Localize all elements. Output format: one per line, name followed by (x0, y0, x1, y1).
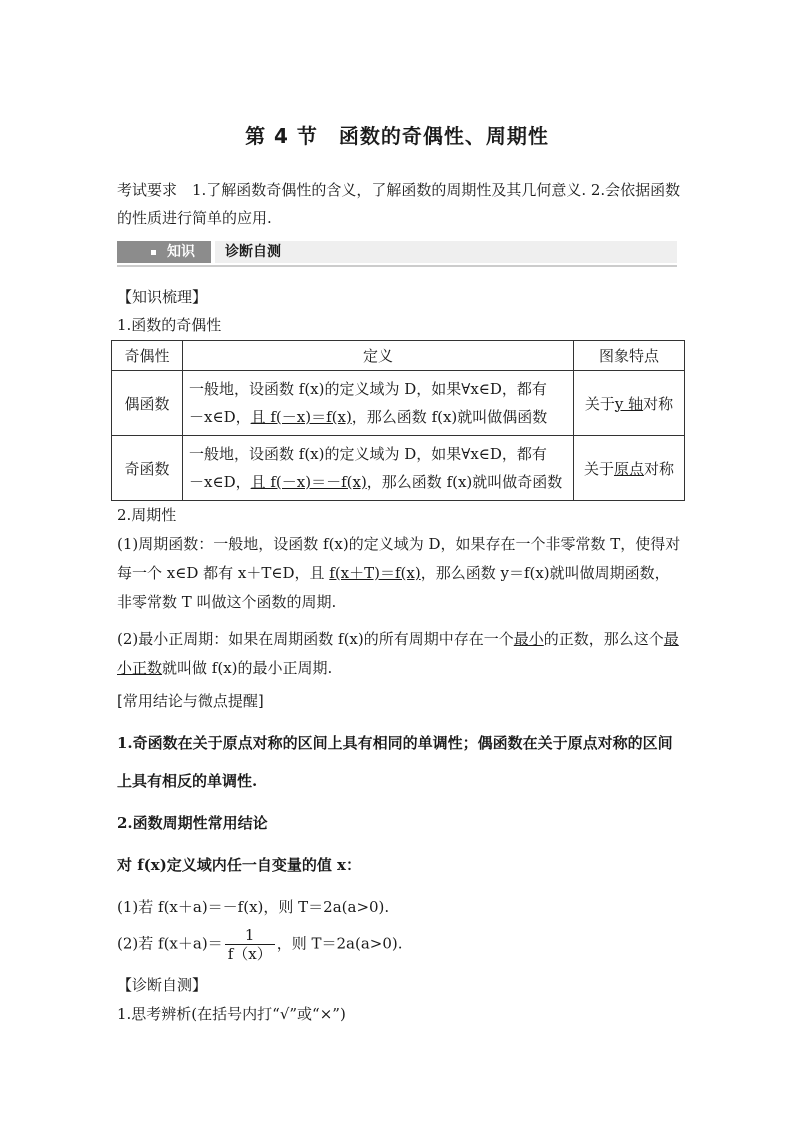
banner-knowledge-label: 知识 (167, 244, 195, 260)
conclusion-1: 1.奇函数在关于原点对称的区间上具有相同的单调性；偶函数在关于原点对称的区间上具有相反的单调性. (117, 734, 673, 790)
conclusion-2: 2.函数周期性常用结论 (117, 814, 268, 832)
definition-post: ，那么函数 f(x)就叫做偶函数 (351, 408, 548, 426)
feature-post: 对称 (643, 394, 674, 413)
feature-pre: 关于 (583, 459, 614, 478)
formula-2 (117, 926, 403, 963)
section1-title: 1.函数的奇偶性 (117, 316, 222, 334)
diagnosis-header: 【诊断自测】 (117, 976, 208, 994)
feature-pre: 关于 (584, 394, 615, 413)
square-bullet-icon (151, 250, 156, 255)
row-feature (574, 371, 685, 436)
row-feature (574, 436, 685, 501)
feature-key: y 轴 (614, 394, 644, 413)
banner-diagnosis-label: 诊断自测 (215, 241, 677, 263)
row-definition (183, 371, 574, 436)
common-conclusions-header: [常用结论与微点提醒] (117, 692, 264, 710)
table-row (112, 436, 685, 501)
min-period-post: 就叫做 f(x)的最小正周期. (162, 659, 333, 677)
formula-2-pre: (2)若 f(x＋a)＝ (117, 934, 223, 953)
min-period-pre: (2)最小正周期：如果在周期函数 f(x)的所有周期中存在一个 (117, 630, 514, 648)
definition-line1: 一般地，设函数 f(x)的定义域为 D，如果∀x∈D，都有 (189, 445, 547, 463)
fraction-denominator: f（x） (227, 945, 272, 963)
parity-table (111, 340, 685, 501)
page-title: 第 4 节 函数的奇偶性、周期性 (245, 124, 549, 148)
definition-pre: －x∈D， (189, 473, 251, 491)
definition-key: 且 f(－x)＝f(x) (250, 408, 352, 426)
table-header-row (112, 341, 685, 371)
feature-key: 原点 (613, 459, 644, 478)
section2-title: 2.周期性 (117, 506, 177, 524)
question-1: 1.思考辨析(在括号内打“√”或“×”) (117, 1005, 346, 1023)
periodic-definition (117, 530, 683, 617)
definition-line1: 一般地，设函数 f(x)的定义域为 D，如果∀x∈D，都有 (189, 380, 547, 398)
formula-2-post: ，则 T＝2a(a>0). (276, 934, 403, 953)
min-period-key1: 最小 (513, 630, 544, 648)
row-name: 奇函数 (112, 436, 183, 501)
fraction (225, 926, 275, 963)
table-header: 定义 (183, 341, 574, 371)
table-header: 图象特点 (574, 341, 685, 371)
periodic-text-post: ，那么函数 y＝f(x)就叫做周期函数，非零常数 T 叫做这个函数的周期. (117, 564, 670, 611)
conclusion-3: 对 f(x)定义域内任一自变量的值 x： (117, 856, 361, 874)
min-period-key2: 最小正数 (117, 630, 679, 677)
row-definition (183, 436, 574, 501)
definition-post: ，那么函数 f(x)就叫做奇函数 (366, 473, 563, 491)
definition-key: 且 f(－x)＝－f(x) (250, 473, 367, 491)
row-name: 偶函数 (112, 371, 183, 436)
min-period-definition (117, 625, 683, 683)
periodic-key: f(x＋T)＝f(x) (329, 564, 421, 582)
section-banner (117, 241, 677, 267)
table-header: 奇偶性 (112, 341, 183, 371)
min-period-mid: 的正数，那么这个 (543, 630, 664, 648)
fraction-numerator: 1 (225, 926, 275, 945)
banner-knowledge (117, 241, 211, 263)
knowledge-header: 【知识梳理】 (117, 288, 208, 306)
exam-requirements: 考试要求 1.了解函数奇偶性的含义，了解函数的周期性及其几何意义. 2.会依据函数的性质进行简单的应用. (117, 181, 681, 227)
formula-1: (1)若 f(x＋a)＝－f(x)，则 T＝2a(a>0). (117, 898, 390, 916)
feature-post: 对称 (644, 459, 675, 478)
periodic-text-pre: (1)周期函数：一般地，设函数 f(x)的定义域为 D，如果存在一个非零常数 T，使得对每一个 x∈D 都有 x＋T∈D，且 (117, 535, 681, 582)
definition-pre: －x∈D， (189, 408, 251, 426)
table-row (112, 371, 685, 436)
